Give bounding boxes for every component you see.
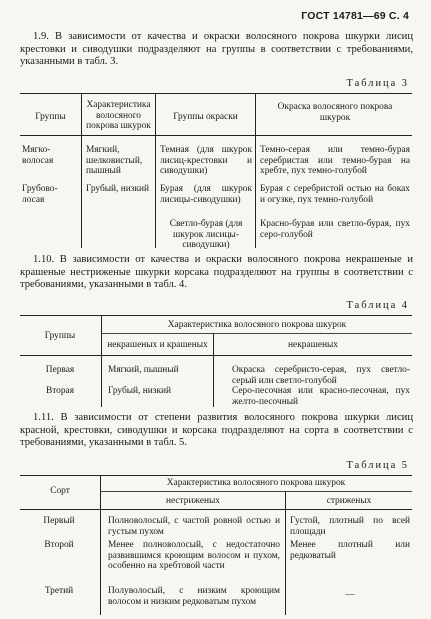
t3-header-color: Окраска волосяного покрова шкурок [277,102,393,123]
t3-r2-color-group: Бурая (для шкурок лисицы-сиводушки) [160,184,252,205]
t5-header-char: Характеристика волосяного покрова шкурок [166,478,346,488]
t5-r2-a: Менее полноволосый, с недостаточно развившимся кроющим волосом и пухом, особенно на хребтовой части [108,540,280,572]
t3-r2-char: Грубый, низкий [86,184,150,194]
paragraph-1-9: 1.9. В зависимости от качества и окраски волосяного покрова шкурки лисиц крестовки и сиводушки подразделяют на группы в соответствии с требованиями, указанными в табл. 3. [20,31,413,68]
table-3-caption: Таблица 3 [346,78,409,89]
t5-header-sort: Сорт [50,486,70,496]
t3-r3-color: Красно-бурая или светло-бурая, пух серо-голубой [260,219,410,240]
t5-r2-sort: Второй [44,540,74,550]
t3-r1-group: Мягко-волосая [22,145,54,166]
paragraph-1-10: 1.10. В зависимости от качества и окраски волосяного покрова некрашеные и крашеные нестриженые шкурки корсака подразделяют на группы в соответствии с требованиями, указанными в табл. 4. [20,254,413,291]
t3-header-groups: Группы [35,112,66,122]
t5-header-sub1: нестриженых [165,496,220,506]
t5-header-sub2: стриженых [326,496,372,506]
t3-r1-color-group: Темная (для шкурок лисиц-крестовки и сиводушки) [160,145,252,177]
paragraph-1-11: 1.11. В зависимости от степени развития волосяного покрова шкурки лисиц красной, крестовки, сиводушки и корсака подразделяют на сорта в соответствии с требованиями, указанными в табл. 5. [20,412,413,449]
t4-header-sub1: некрашеных и крашеных [107,340,208,350]
t4-r2-a: Грубый, низкий [108,386,172,396]
t4-header-sub2: некрашеных [288,340,338,350]
t5-r1-b: Густой, плотный по всей площади [290,516,410,537]
table-4-caption: Таблица 4 [346,300,409,311]
t4-r2-group: Вторая [45,386,75,396]
t3-r1-color: Темно-серая или темно-бурая серебристая или темно-бурая на хребте, пух темно-голубой [260,145,410,177]
t3-header-color-groups: Группы окраски [173,112,238,122]
t5-r1-sort: Первый [43,516,75,526]
t5-r3-a: Полуволосый, с низким кроющим волосом и низким редковатым пухом [108,586,280,607]
t3-r2-group: Грубово-лосая [22,184,58,205]
t3-header-char: Характеристика волосяного покрова шкурок [86,100,151,132]
table-5-caption: Таблица 5 [346,460,409,471]
page-header: ГОСТ 14781—69 С. 4 [301,10,409,22]
t3-r3-color-group: Светло-бурая (для шкурок лисицы-сиводушки) [169,219,243,251]
t4-header-groups: Группы [44,331,76,341]
t4-r1-b: Окраска серебристо-серая, пух светло-серый или светло-голубой [232,365,410,386]
t5-r2-b: Менее плотный или редковатый [290,540,410,561]
t5-r3-b: — [345,590,355,600]
t3-r2-color: Бурая с серебристой остью на боках и огузке, пух темно-голубой [260,184,410,205]
t4-r2-b: Серо-песочная или красно-песочная, пух желто-песочный [232,386,410,407]
t5-r1-a: Полноволосый, с частой ровной остью и густым пухом [108,516,280,537]
t4-header-char: Характеристика волосяного покрова шкурок [167,320,347,330]
t5-r3-sort: Третий [44,586,74,596]
t3-r1-char: Мягкий, шелковистый, пышный [86,145,143,177]
t4-r1-a: Мягкий, пышный [108,365,179,375]
t4-r1-group: Первая [45,365,75,375]
